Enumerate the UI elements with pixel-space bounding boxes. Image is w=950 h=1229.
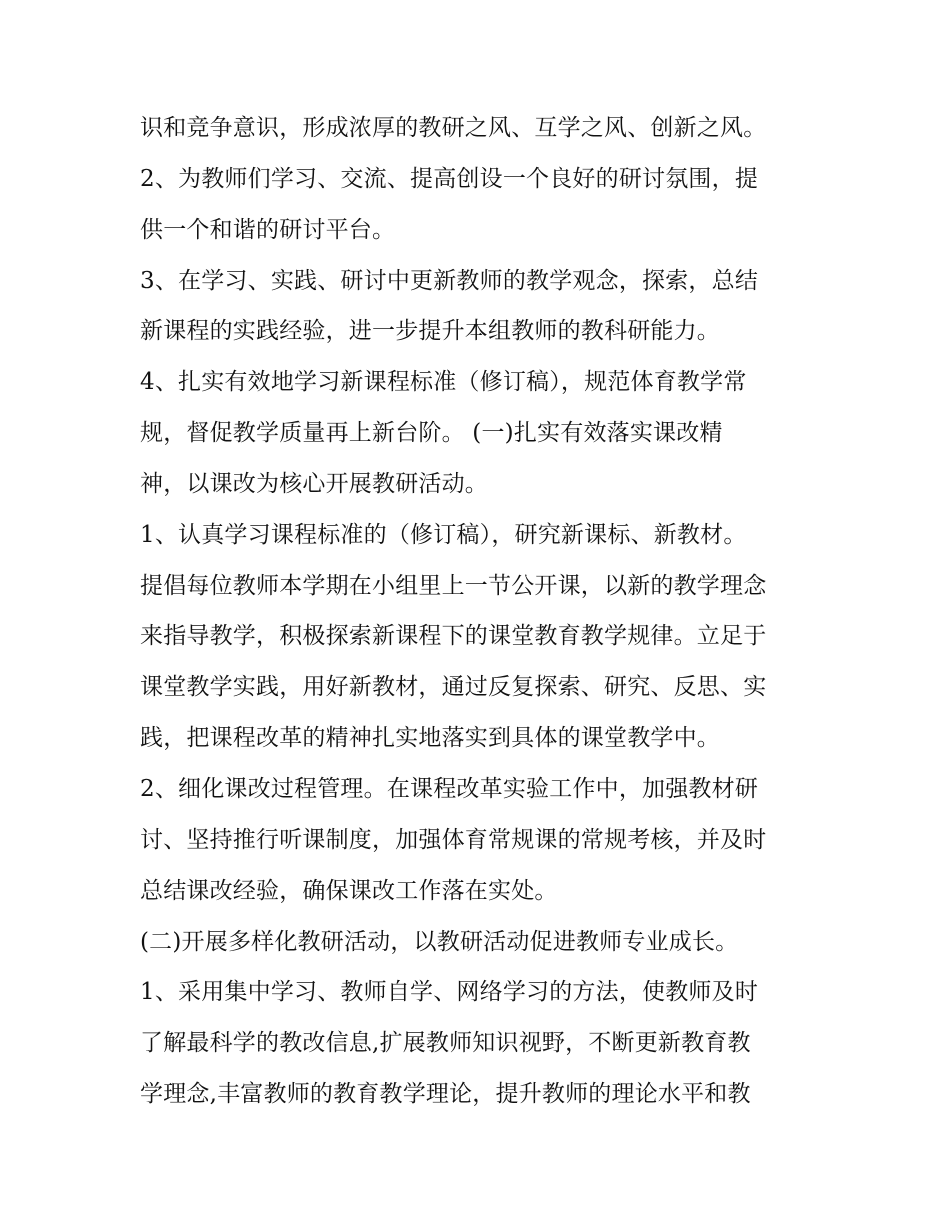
text-line: 2、为教师们学习、交流、提高创设一个良好的研讨氛围，提 [140, 166, 759, 192]
text-line: 提倡每位教师本学期在小组里上一节公开课，以新的教学理念 [140, 573, 767, 599]
text-line: 了解最科学的教改信息,扩展教师知识视野，不断更新教育教 [140, 1030, 751, 1056]
text-line: 总结课改经验，确保课改工作落在实处。 [140, 878, 558, 904]
text-line: 1、采用集中学习、教师自学、网络学习的方法，使教师及时 [140, 979, 759, 1005]
text-line: 来指导教学，积极探索新课程下的课堂教育教学规律。立足于 [140, 623, 767, 649]
text-line: 课堂教学实践，用好新教材，通过反复探索、研究、反思、实 [140, 674, 767, 700]
text-line: 识和竞争意识，形成浓厚的教研之风、互学之风、创新之风。 [140, 115, 767, 141]
text-line: 新课程的实践经验，进一步提升本组教师的教科研能力。 [140, 318, 720, 344]
text-line: 3、在学习、实践、研讨中更新教师的教学观念，探索，总结 [140, 268, 759, 294]
text-line: 神，以课改为核心开展教研活动。 [140, 471, 488, 497]
text-line: 讨、坚持推行听课制度，加强体育常规课的常规考核，并及时 [140, 827, 767, 853]
text-line: 供一个和谐的研讨平台。 [140, 217, 396, 243]
text-line: 1、认真学习课程标准的（修订稿），研究新课标、新教材。 [140, 522, 747, 548]
text-line: 规，督促教学质量再上新台阶。 (一)扎实有效落实课改精 [140, 420, 723, 446]
text-line: 2、细化课改过程管理。在课程改革实验工作中，加强教材研 [140, 776, 759, 802]
text-line: 4、扎实有效地学习新课程标准（修订稿），规范体育教学常 [140, 369, 747, 395]
text-line: 践，把课程改革的精神扎实地落实到具体的课堂教学中。 [140, 725, 720, 751]
text-line: (二)开展多样化教研活动，以教研活动促进教师专业成长。 [140, 929, 739, 955]
text-line: 学理念,丰富教师的教育教学理论，提升教师的理论水平和教 [140, 1081, 751, 1107]
